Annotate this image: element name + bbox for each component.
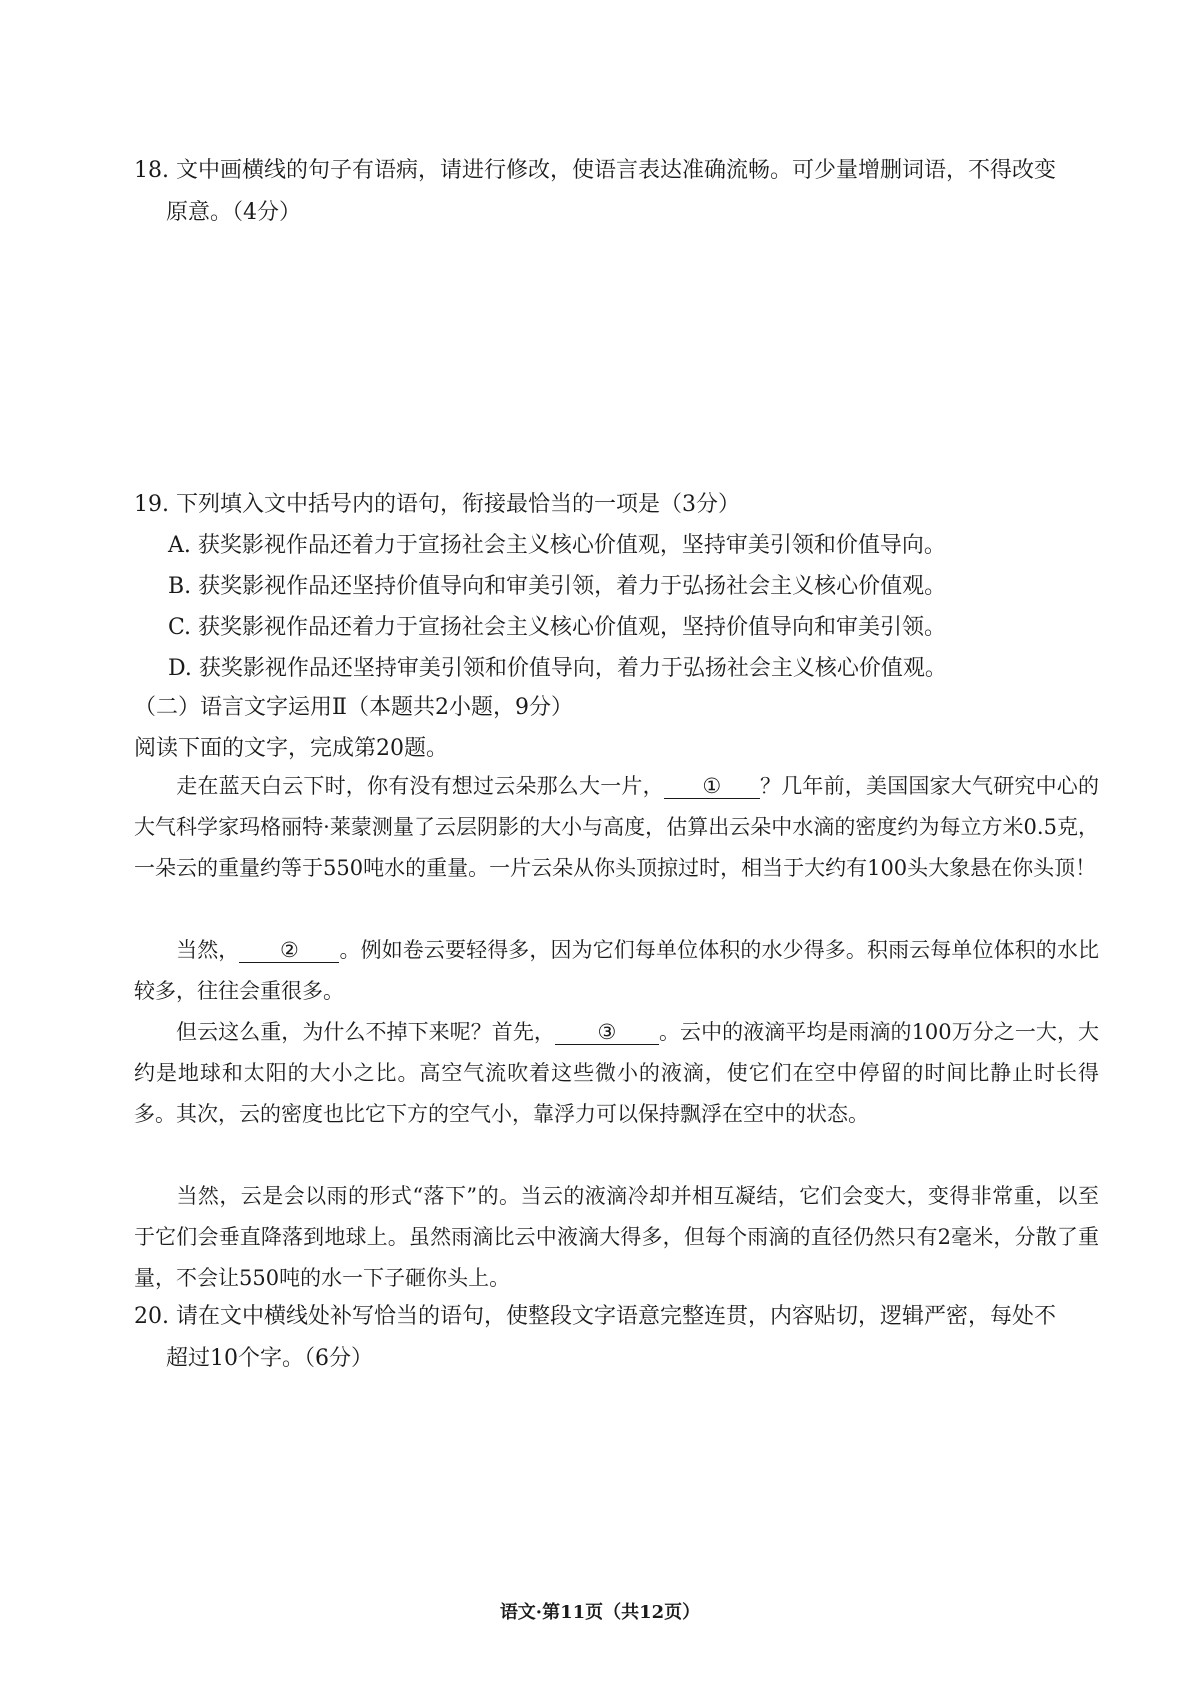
section-title: （二）语言文字运用Ⅱ（本题共2小题，9分）: [134, 695, 573, 720]
passage-paragraph-2: [134, 930, 1099, 1012]
passage-paragraph-1: [134, 766, 1099, 889]
question-18-stem: 18. 文中画横线的句子有语病，请进行修改，使语言表达准确流畅。可少量增删词语，不得改变: [134, 158, 1056, 183]
p2-text-before: 当然，: [176, 938, 240, 962]
question-20-stem-cont: 超过10个字。（6分）: [166, 1346, 373, 1371]
p3-text-after: 。云中的液滴平均是雨滴的100万分之一大，大约是地球和太阳的大小之比。高空气流吹着这些微小的液滴，使它们在空中停留的时间比静止时长得多。其次，云的密度也比它下方的空气小，靠浮力可以保持飘浮在空中的状态。: [134, 1020, 1099, 1126]
passage-paragraph-4: [134, 1176, 1099, 1299]
question-19-option-d: D. 获奖影视作品还坚持审美引领和价值导向，着力于弘扬社会主义核心价值观。: [168, 656, 947, 681]
blank-3: ③: [555, 1020, 659, 1045]
passage-paragraph-3: [134, 1012, 1099, 1135]
page-footer: 语文·第11页（共12页）: [499, 1602, 701, 1623]
question-19-option-b: B. 获奖影视作品还坚持价值导向和审美引领，着力于弘扬社会主义核心价值观。: [168, 574, 947, 599]
question-19-option-c: C. 获奖影视作品还着力于宣扬社会主义核心价值观，坚持价值导向和审美引领。: [168, 615, 947, 640]
question-19-option-a: A. 获奖影视作品还着力于宣扬社会主义核心价值观，坚持审美引领和价值导向。: [168, 533, 946, 558]
question-19-stem: 19. 下列填入文中括号内的语句，衔接最恰当的一项是（3分）: [134, 492, 740, 517]
section-intro: 阅读下面的文字，完成第20题。: [134, 736, 448, 761]
question-20-stem: 20. 请在文中横线处补写恰当的语句，使整段文字语意完整连贯，内容贴切，逻辑严密，每处不: [134, 1304, 1056, 1329]
p4-text: 当然，云是会以雨的形式“落下”的。当云的液滴冷却并相互凝结，它们会变大，变得非常重，以至于它们会垂直降落到地球上。虽然雨滴比云中液滴大得多，但每个雨滴的直径仍然只有2毫米，分散了重量，不会让550吨的水一下子砸你头上。: [134, 1184, 1099, 1290]
p3-text-before: 但云这么重，为什么不掉下来呢？首先，: [176, 1020, 555, 1044]
p2-text-after: 。例如卷云要轻得多，因为它们每单位体积的水少得多。积雨云每单位体积的水比较多，往往会重很多。: [134, 938, 1100, 1003]
blank-1: ①: [664, 774, 760, 799]
p1-text-before: 走在蓝天白云下时，你有没有想过云朵那么大一片，: [176, 774, 664, 798]
p1-text-after: ？几年前，美国国家大气研究中心的大气科学家玛格丽特·莱蒙测量了云层阴影的大小与高度，估算出云朵中水滴的密度约为每立方米0.5克，一朵云的重量约等于550吨水的重量。一片云朵从你头顶掠过时，相当于大约有100头大象悬在你头顶！: [134, 774, 1100, 880]
question-18-stem-cont: 原意。（4分）: [166, 200, 301, 225]
blank-2: ②: [239, 938, 339, 963]
